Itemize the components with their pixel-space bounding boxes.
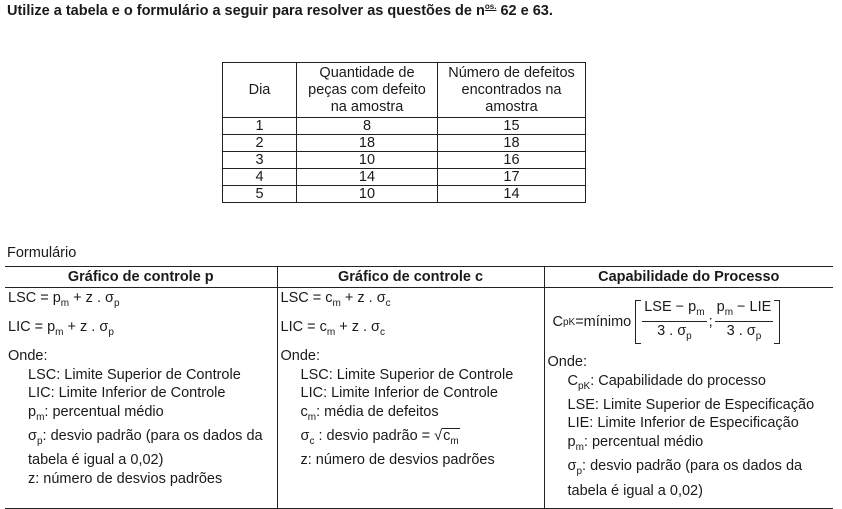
cell-defeitos: 18	[438, 135, 586, 152]
data-table	[222, 62, 586, 203]
cell-dia: 4	[223, 169, 297, 186]
formula-cpk: C pK =mínimo $\frac{LSE - p_m}{3 . \sigma_p}$ ; $\frac{p_m - LIE}{3 . \sigma_p}$	[548, 290, 831, 354]
instruction-text: Utilize a tabela e o formulário a seguir para resolver as questões de $n^{os.}$ 62 e 63.	[7, 2, 553, 19]
def-lic: LIC: Limite Inferior de Controle	[28, 385, 226, 401]
col-grafico-p	[5, 288, 277, 509]
table-row	[223, 118, 586, 135]
def-sigma-c: $\sigma_c$ : desvio padrão = $√c_m$	[300, 427, 459, 447]
cell-defeitos: 17	[438, 169, 586, 186]
def-z: z: número de desvios padrões	[28, 470, 223, 487]
table-row	[223, 169, 586, 186]
def-lse: LSE: Limite Superior de Especificação	[567, 396, 815, 413]
def-lic: LIC: Limite Inferior de Controle	[300, 385, 498, 401]
formula-lic-p: LIC = $p_m + z$ . $\sigma_p$	[8, 319, 114, 338]
onde-label: Onde:	[280, 348, 320, 364]
formulario-label: Formulário	[7, 245, 77, 261]
cell-dia: 5	[223, 186, 297, 203]
table-row	[223, 135, 586, 152]
def-sigma-p: $\sigma_p$: desvio padrão (para os dados da tabela é igual a 0,02)	[28, 427, 263, 469]
formula-lic-c: LIC = $c_m + z$ . $\sigma_c$	[280, 319, 385, 338]
onde-label: Onde:	[547, 354, 587, 370]
cell-pecas: 14	[297, 169, 438, 186]
def-lsc: LSC: Limite Superior de Controle	[28, 366, 241, 383]
def-cm: $c_m$: média de defeitos	[300, 403, 439, 423]
cell-pecas: 8	[297, 118, 438, 135]
col-grafico-c	[277, 288, 544, 509]
title-grafico-p: Gráfico de controle p	[5, 267, 277, 288]
header-numero-defeitos: Número de defeitos encontrados na amostra	[438, 63, 586, 118]
def-cpk: $C_{pK}$: Capabilidade do processo	[567, 372, 766, 392]
cell-defeitos: 15	[438, 118, 586, 135]
formula-lsc-p: LSC = $p_m + z$ . $\sigma_p$	[8, 290, 120, 309]
cell-dia: 2	[223, 135, 297, 152]
cell-defeitos: 14	[438, 186, 586, 203]
cell-pecas: 18	[297, 135, 438, 152]
table-row	[223, 152, 586, 169]
onde-label: Onde:	[8, 348, 48, 364]
fraction-upper: $\frac{LSE - p_m}{3 . \sigma_p}$	[644, 298, 705, 342]
def-pm: $p_m$: percentual médio	[28, 403, 164, 423]
fraction-lower: $\frac{p_m - LIE}{3 . \sigma_p}$	[716, 298, 772, 342]
cell-defeitos: 16	[438, 152, 586, 169]
definition-list	[548, 372, 831, 501]
data-table-header-row	[223, 63, 586, 118]
definition-list	[281, 366, 541, 470]
formula-lsc-c: LSC = $c_m + z$ . $\sigma_c$	[280, 290, 391, 309]
title-grafico-c: Gráfico de controle c	[277, 267, 544, 288]
header-pecas-defeito: Quantidade de peças com defeito na amostra	[297, 63, 438, 118]
sqrt-radicand: $c_m$	[443, 427, 459, 447]
formulario-table	[5, 266, 833, 509]
cell-dia: 3	[223, 152, 297, 169]
cell-pecas: 10	[297, 186, 438, 203]
def-sigma-p: $\sigma_p$: desvio padrão (para os dados da tabela é igual a 0,02)	[567, 458, 803, 499]
cpk-bracket: $\frac{LSE - p_m}{3 . \sigma_p}$ ; $\frac{p_m - LIE}{3 . \sigma_p}$	[635, 300, 780, 344]
def-lsc: LSC: Limite Superior de Controle	[300, 366, 514, 383]
def-pm: $p_m$: percentual médio	[567, 433, 704, 453]
def-lie: LIE: Limite Inferior de Especificação	[567, 415, 799, 432]
cell-dia: 1	[223, 118, 297, 135]
header-dia: Dia	[223, 63, 297, 118]
table-row	[223, 186, 586, 203]
cell-pecas: 10	[297, 152, 438, 169]
title-capabilidade: Capabilidade do Processo	[544, 267, 833, 288]
col-capabilidade	[544, 288, 833, 509]
def-z: z: número de desvios padrões	[300, 452, 495, 469]
definition-list	[8, 366, 274, 489]
